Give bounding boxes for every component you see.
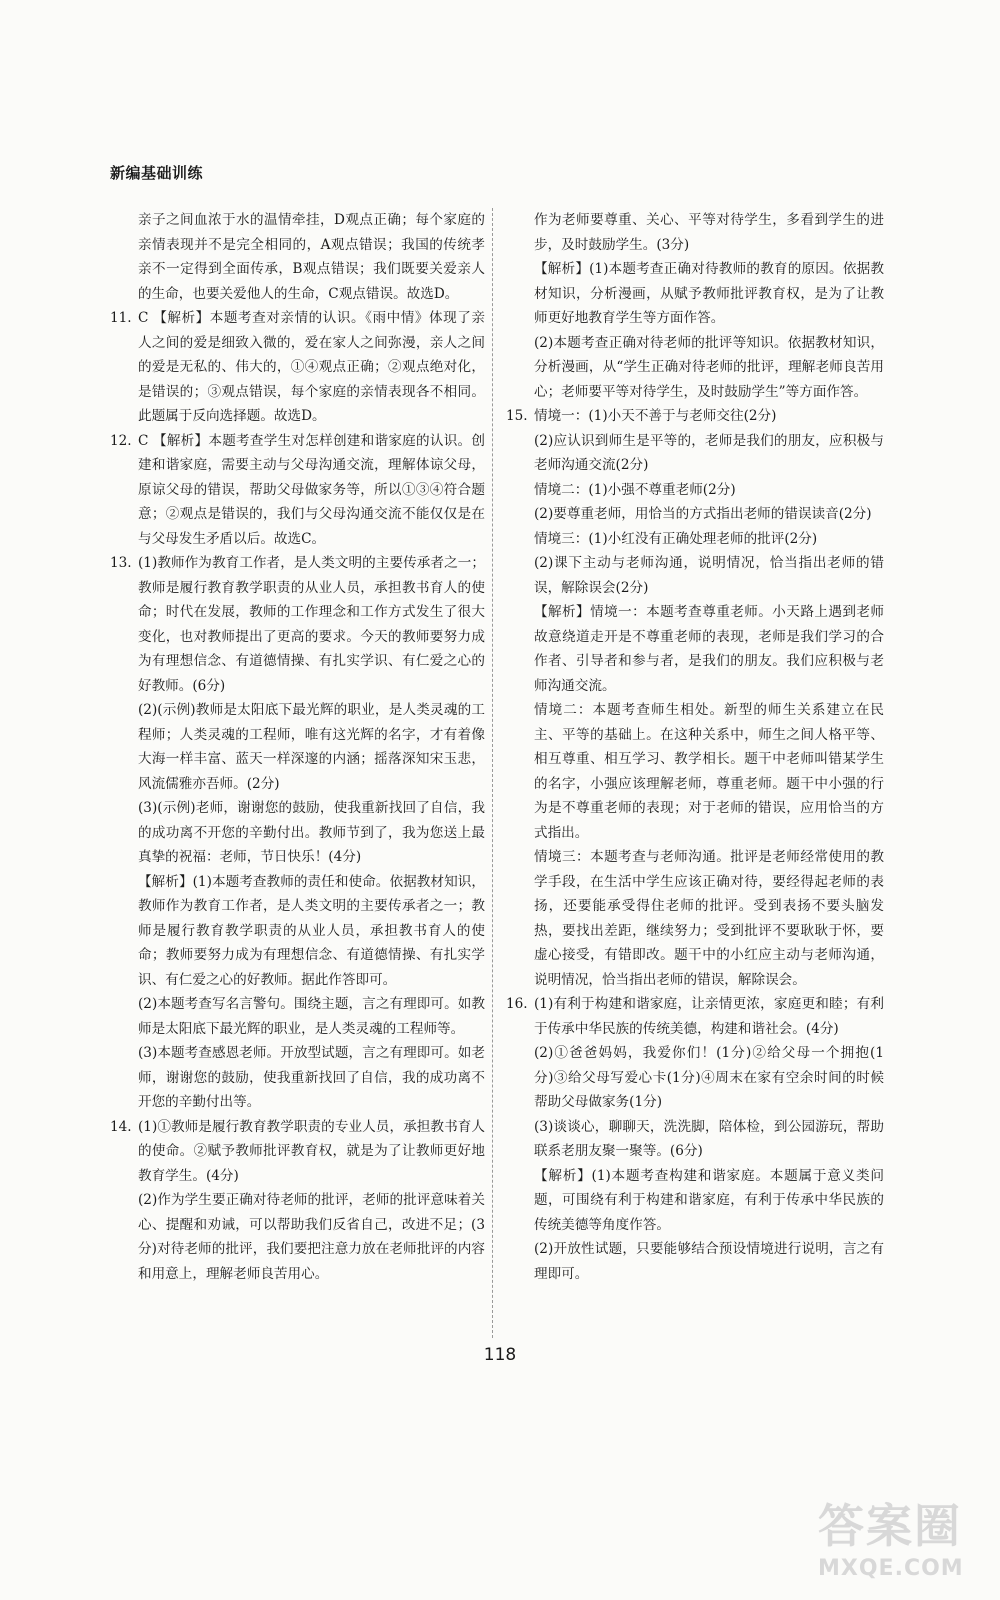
answer-paragraph: 情境三：(1)小红没有正确处理老师的批评(2分) [534, 530, 818, 547]
analysis-paragraph: 【解析】(1)本题考查教师的责任和使命。依据教材知识，教师作为教育工作者，是人类文明的主要传承者之一；教师是履行教育教学职责的从业人员，承担教书育人的使命；教师要努力成为有理想信念、有道德情操、有扎实学识、有仁爱之心的好教师。据此作答即可。 [138, 873, 485, 988]
analysis-paragraph: (2)开放性试题，只要能够结合预设情境进行说明，言之有理即可。 [534, 1241, 884, 1282]
analysis-paragraph: (3)本题考查感恩老师。开放型试题，言之有理即可。如老师，谢谢您的鼓励，使我重新找回了自信，我的成功离不开您的辛勤付出等。 [138, 1045, 485, 1110]
left-column [110, 208, 485, 1286]
answer-paragraph: (2)①爸爸妈妈，我爱你们！(1分)②给父母一个拥抱(1分)③给父母写爱心卡(1分)④周末在家有空余时间的时候帮助父母做家务(1分) [534, 1045, 884, 1110]
analysis-paragraph: 情境二：本题考查师生相处。新型的师生关系建立在民主、平等的基础上。在这种关系中，师生之间人格平等、相互尊重、相互学习、教学相长。题干中老师叫错某学生的名字，小强应该理解老师，尊重老师。题干中小强的行为是不尊重老师的表现；对于老师的错误，应用恰当的方式指出。 [534, 702, 884, 841]
answer-block: 12. C 【解析】本题考查学生对怎样创建和谐家庭的认识。创建和谐家庭，需要主动与父母沟通交流，理解体谅父母，原谅父母的错误，帮助父母做家务等，所以①③④符合题意；②观点是错误的，我们与父母沟通交流不能仅仅是在与父母发生矛盾以后。故选C。 [110, 432, 485, 547]
answer-paragraph: (2)要尊重老师，用恰当的方式指出老师的错误读音(2分) [534, 506, 872, 522]
analysis-paragraph: 【解析】(1)本题考查构建和谐家庭。本题属于意义类问题，可围绕有利于构建和谐家庭，有利于传承中华民族的传统美德等角度作答。 [534, 1167, 884, 1233]
answer-paragraph: (2)应认识到师生是平等的，老师是我们的朋友，应积极与老师沟通交流(2分) [534, 432, 884, 473]
watermark-text: 答案圈 [818, 1499, 962, 1553]
watermark-logo [818, 1490, 988, 1590]
answer-paragraph: (3)(示例)老师，谢谢您的鼓励，使我重新找回了自信，我的成功离不开您的辛勤付出。教师节到了，我为您送上最真挚的祝福：老师，节日快乐！(4分) [138, 800, 485, 865]
analysis-paragraph: 【解析】(1)本题考查正确对待教师的教育的原因。依据教材知识，分析漫画，从赋予教师批评教育权，是为了让教师更好地教育学生等方面作答。 [534, 261, 884, 326]
analysis-paragraph: 情境三：本题考查与老师沟通。批评是老师经常使用的教学手段，在生活中学生应该正确对待，要经得起老师的表扬，还要能承受得住老师的批评。受到表扬不要头脑发热，要找出差距，继续努力；受到批评不要耿耿于怀，要虚心接受，有错即改。题干中的小红应主动与老师沟通，说明情况，恰当指出老师的错误，解除误会。 [534, 849, 884, 988]
right-column [506, 208, 884, 1286]
watermark-url: MXQE.COM [818, 1556, 964, 1581]
answer-paragraph: (2)作为学生要正确对待老师的批评，老师的批评意味着关心、提醒和劝诫，可以帮助我们反省自己，改进不足；(3分)对待老师的批评，我们要把注意力放在老师批评的内容和用意上，理解老师良苦用心。 [138, 1192, 485, 1282]
answer-paragraph: (2)课下主动与老师沟通，说明情况，恰当指出老师的错误，解除误会(2分) [534, 555, 884, 596]
analysis-paragraph: (2)本题考查正确对待老师的批评等知识。依据教材知识，分析漫画，从“学生正确对待老师的批评，理解老师良苦用心；老师要平等对待学生，及时鼓励学生”等方面作答。 [534, 334, 884, 400]
answer-paragraph: (2)(示例)教师是太阳底下最光辉的职业，是人类灵魂的工程师；人类灵魂的工程师，唯有这光辉的名字，才有着像大海一样丰富、蓝天一样深邃的内涵；摇落深知宋玉悲，风流儒雅亦吾师。(2分) [138, 702, 485, 792]
answer-block: 14. (1)①教师是履行教育教学职责的专业人员，承担教书育人的使命。②赋予教师批评教育权，就是为了让教师更好地教育学生。(4分) [110, 1118, 485, 1184]
answer-paragraph: 情境二：(1)小强不尊重老师(2分) [534, 481, 736, 498]
answer-paragraph: (3)谈谈心，聊聊天，洗洗脚，陪体检，到公园游玩，帮助联系老朋友聚一聚等。(6分) [534, 1118, 884, 1159]
column-divider [492, 208, 493, 1338]
answer-block: 13. (1)教师作为教育工作者，是人类文明的主要传承者之一；教师是履行教育教学职责的从业人员，承担教书育人的使命；时代在发展，教师的工作理念和工作方式发生了很大变化，也对教师提出了更高的要求。今天的教师要努力成为有理想信念、有道德情操、有扎实学识、有仁爱之心的好教师。(6分) [110, 555, 485, 694]
book-title: 新编基础训练 [110, 164, 204, 182]
answer-block: 亲子之间血浓于水的温情牵挂，D观点正确；每个家庭的亲情表现并不是完全相同的，A观点错误；我国的传统孝亲不一定得到全面传承，B观点错误；我们既要关爱亲人的生命，也要关爱他人的生命，C观点错误。故选D。 [138, 212, 485, 302]
answer-block: 11. C 【解析】本题考查对亲情的认识。《雨中情》体现了亲人之间的爱是细致入微的，爱在家人之间弥漫，亲人之间的爱是无私的、伟大的，①④观点正确；②观点绝对化，是错误的；③观点错误，每个家庭的亲情表现各不相同。此题属于反向选择题。故选D。 [110, 310, 485, 424]
analysis-paragraph: (2)本题考查写名言警句。围绕主题，言之有理即可。如教师是太阳底下最光辉的职业，是人类灵魂的工程师等。 [138, 996, 485, 1037]
answer-paragraph: 作为老师要尊重、关心、平等对待学生，多看到学生的进步，及时鼓励学生。(3分) [534, 212, 884, 253]
answer-block: 16. (1)有利于构建和谐家庭，让亲情更浓，家庭更和睦；有利于传承中华民族的传统美德，构建和谐社会。(4分) [506, 996, 884, 1037]
analysis-paragraph: 【解析】情境一：本题考查尊重老师。小天路上遇到老师故意绕道走开是不尊重老师的表现，老师是我们学习的合作者、引导者和参与者，是我们的朋友。我们应积极与老师沟通交流。 [534, 604, 884, 694]
page-number: 118 [483, 1345, 517, 1365]
answer-block: 15. 情境一：(1)小天不善于与老师交往(2分) [506, 408, 777, 424]
